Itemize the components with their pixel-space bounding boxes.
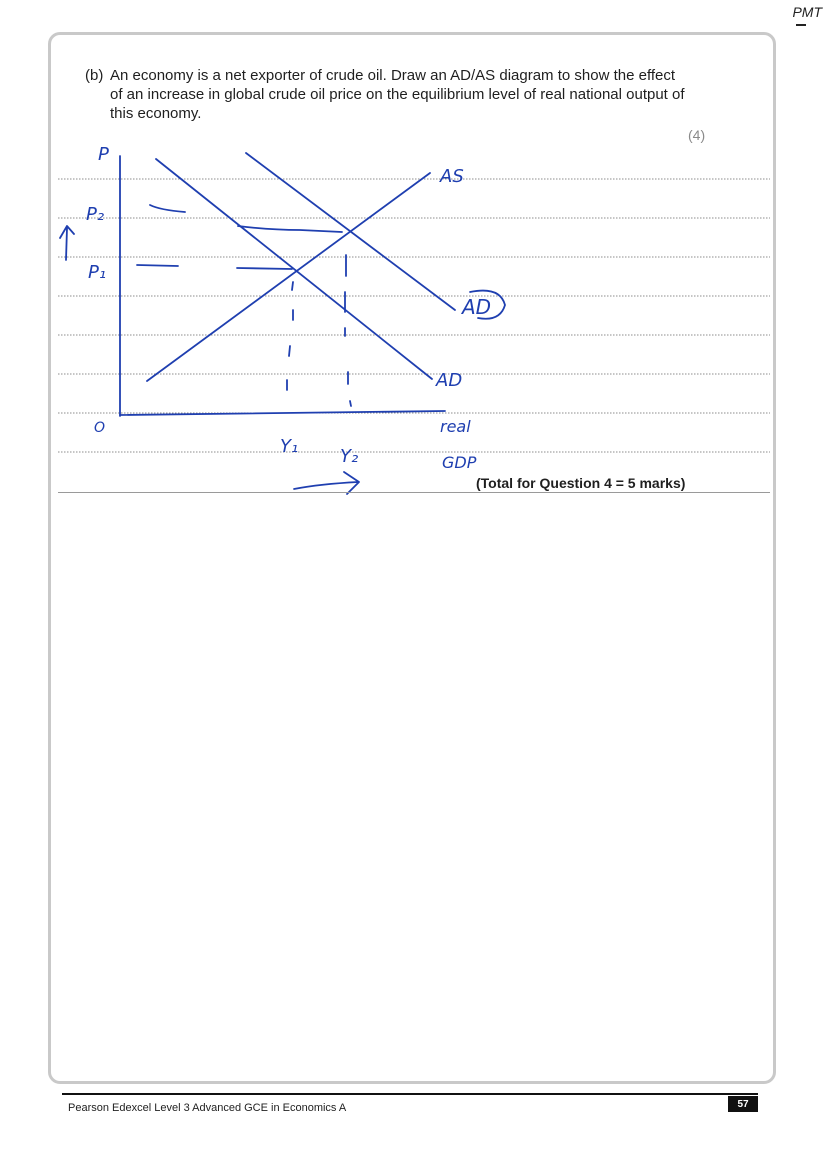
page-number: 57	[728, 1096, 758, 1112]
ad-shifted-label: AD	[462, 295, 492, 319]
question-total: (Total for Question 4 = 5 marks)	[476, 475, 686, 491]
footer-publisher: Pearson Edexcel Level 3 Advanced GCE in Economics A	[68, 1102, 347, 1114]
x-axis-label-line1: real	[440, 417, 471, 436]
question-marks: (4)	[688, 127, 706, 143]
ad-curve	[156, 159, 432, 379]
output-increase-arrow	[294, 472, 359, 494]
output-1-dash	[292, 282, 293, 290]
as-label: AS	[440, 166, 464, 187]
y-axis-label: P	[98, 144, 109, 165]
ad-label: AD	[436, 370, 463, 391]
price-2-label: P₂	[86, 204, 105, 225]
ad-shifted-curve	[246, 153, 455, 310]
question-text: An economy is a net exporter of crude oil. Draw an AD/AS diagram to show the effect of an increase in global crude oil price on the equilibrium level of real national output of this economy.	[110, 67, 685, 122]
footer-rule	[62, 1093, 758, 1095]
as-curve	[147, 173, 430, 381]
price-1-label: P₁	[88, 262, 107, 283]
price-2-line-b	[238, 226, 342, 232]
handwritten-diagram	[0, 0, 828, 520]
pmt-tag: PMT	[792, 4, 822, 20]
price-rise-arrow	[60, 226, 74, 260]
output-1-dash	[289, 346, 290, 356]
x-axis	[120, 411, 445, 415]
price-1-line	[137, 265, 178, 266]
output-1-label: Y₁	[280, 436, 299, 457]
origin-label: O	[94, 420, 106, 436]
output-2-label: Y₂	[340, 446, 359, 467]
total-rule	[58, 492, 770, 493]
price-2-line	[150, 205, 185, 212]
x-axis-label-line2: GDP	[442, 453, 477, 472]
question-number: (b)	[85, 67, 104, 84]
price-1-line-b	[237, 268, 292, 269]
output-2-dash	[350, 401, 351, 406]
